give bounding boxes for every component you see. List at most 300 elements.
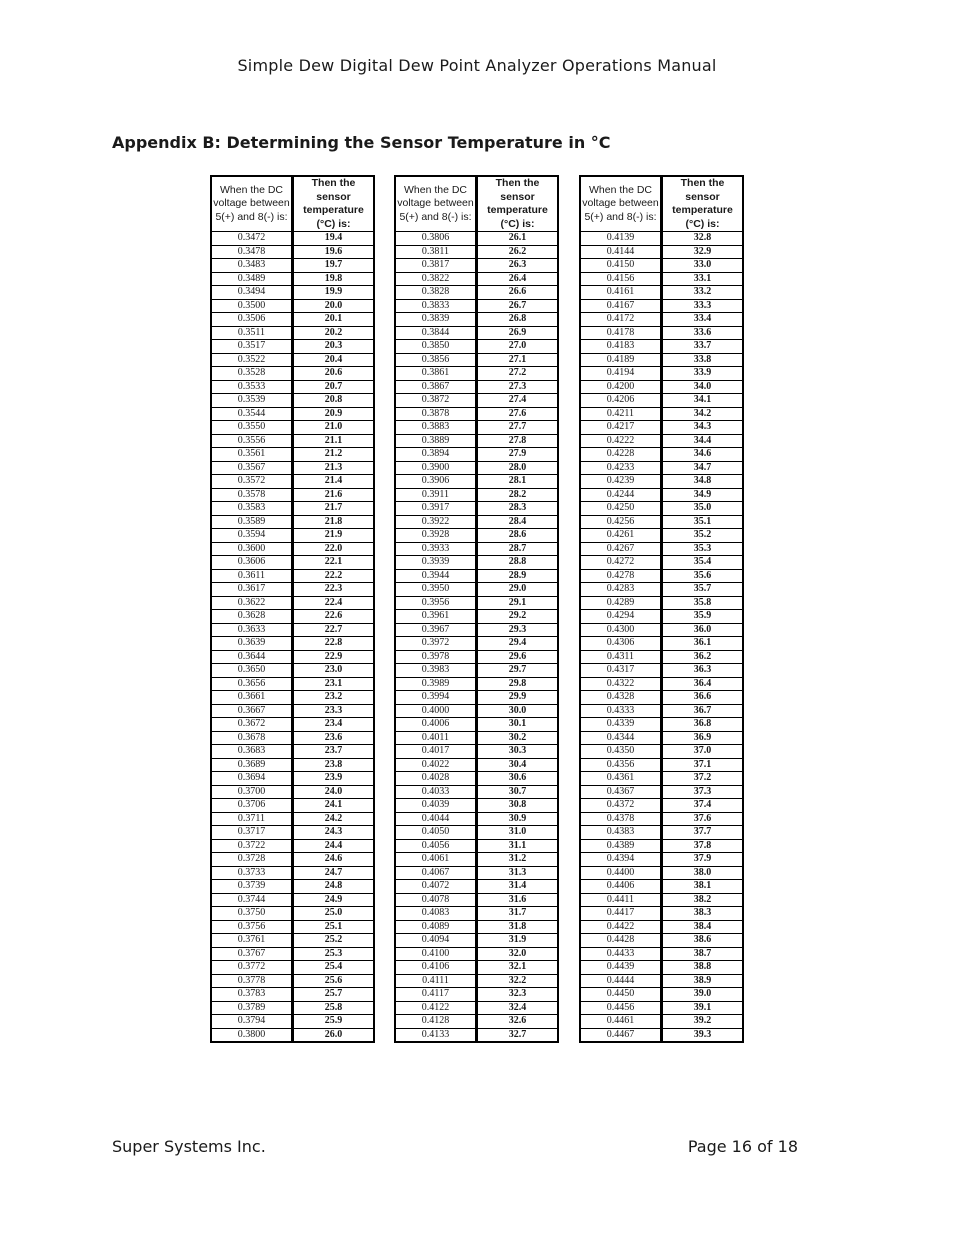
table-row <box>395 1028 558 1042</box>
voltage-cell: 0.4300 <box>580 623 662 637</box>
temperature-cell: 30.7 <box>477 785 559 799</box>
temperature-cell: 33.8 <box>662 353 744 367</box>
table-row <box>580 893 743 907</box>
temperature-cell: 30.3 <box>477 745 559 759</box>
voltage-cell: 0.3506 <box>211 313 293 327</box>
temperature-cell: 37.8 <box>662 839 744 853</box>
table-row <box>211 326 374 340</box>
temperature-cell: 36.6 <box>662 691 744 705</box>
voltage-cell: 0.4000 <box>395 704 477 718</box>
table-row <box>395 691 558 705</box>
voltage-cell: 0.3817 <box>395 259 477 273</box>
temperature-cell: 26.1 <box>477 232 559 246</box>
temperature-cell: 26.7 <box>477 299 559 313</box>
voltage-cell: 0.4206 <box>580 394 662 408</box>
temperature-cell: 28.7 <box>477 542 559 556</box>
table-row <box>395 1001 558 1015</box>
table-row <box>395 799 558 813</box>
temperature-cell: 20.9 <box>293 407 375 421</box>
table-row <box>580 245 743 259</box>
temperature-cell: 25.0 <box>293 907 375 921</box>
voltage-cell: 0.3789 <box>211 1001 293 1015</box>
voltage-cell: 0.3611 <box>211 569 293 583</box>
temperature-cell: 23.9 <box>293 772 375 786</box>
temperature-cell: 28.3 <box>477 502 559 516</box>
temperature-cell: 30.4 <box>477 758 559 772</box>
header-temperature: Then the sensor temperature (°C) is: <box>293 176 375 232</box>
voltage-cell: 0.4094 <box>395 934 477 948</box>
voltage-cell: 0.3972 <box>395 637 477 651</box>
table-row <box>211 502 374 516</box>
temperature-cell: 36.0 <box>662 623 744 637</box>
table-row <box>211 286 374 300</box>
temperature-cell: 21.6 <box>293 488 375 502</box>
temperature-cell: 34.7 <box>662 461 744 475</box>
voltage-cell: 0.3922 <box>395 515 477 529</box>
voltage-cell: 0.4350 <box>580 745 662 759</box>
temperature-cell: 31.0 <box>477 826 559 840</box>
temperature-cell: 31.9 <box>477 934 559 948</box>
voltage-cell: 0.4150 <box>580 259 662 273</box>
temperature-cell: 38.3 <box>662 907 744 921</box>
table-row <box>211 758 374 772</box>
table-row <box>580 340 743 354</box>
voltage-cell: 0.3767 <box>211 947 293 961</box>
temperature-cell: 26.3 <box>477 259 559 273</box>
temperature-cell: 21.1 <box>293 434 375 448</box>
voltage-cell: 0.4394 <box>580 853 662 867</box>
voltage-cell: 0.4272 <box>580 556 662 570</box>
voltage-cell: 0.3967 <box>395 623 477 637</box>
voltage-cell: 0.3644 <box>211 650 293 664</box>
temperature-cell: 39.1 <box>662 1001 744 1015</box>
table-row <box>580 502 743 516</box>
temperature-cell: 38.6 <box>662 934 744 948</box>
temperature-cell: 28.6 <box>477 529 559 543</box>
table-row <box>211 704 374 718</box>
table-row <box>211 974 374 988</box>
header-temperature: Then the sensor temperature (°C) is: <box>662 176 744 232</box>
voltage-cell: 0.3756 <box>211 920 293 934</box>
voltage-cell: 0.4022 <box>395 758 477 772</box>
table-row <box>395 704 558 718</box>
voltage-cell: 0.4294 <box>580 610 662 624</box>
table-row <box>580 961 743 975</box>
voltage-cell: 0.3517 <box>211 340 293 354</box>
voltage-cell: 0.4428 <box>580 934 662 948</box>
voltage-cell: 0.4317 <box>580 664 662 678</box>
voltage-cell: 0.4306 <box>580 637 662 651</box>
voltage-cell: 0.3933 <box>395 542 477 556</box>
temperature-cell: 27.0 <box>477 340 559 354</box>
temperature-cell: 26.4 <box>477 272 559 286</box>
voltage-cell: 0.4056 <box>395 839 477 853</box>
temperature-cell: 37.0 <box>662 745 744 759</box>
voltage-cell: 0.3772 <box>211 961 293 975</box>
table-row <box>580 1015 743 1029</box>
voltage-cell: 0.3950 <box>395 583 477 597</box>
table-row <box>211 866 374 880</box>
table-row <box>211 826 374 840</box>
temperature-cell: 38.1 <box>662 880 744 894</box>
table-row <box>211 407 374 421</box>
table-row <box>580 542 743 556</box>
voltage-cell: 0.4217 <box>580 421 662 435</box>
temperature-cell: 26.9 <box>477 326 559 340</box>
temperature-cell: 39.2 <box>662 1015 744 1029</box>
voltage-cell: 0.4372 <box>580 799 662 813</box>
temperature-cell: 35.2 <box>662 529 744 543</box>
temperature-cell: 37.2 <box>662 772 744 786</box>
temperature-cell: 30.8 <box>477 799 559 813</box>
temperature-cell: 30.1 <box>477 718 559 732</box>
table-row <box>395 421 558 435</box>
table-row <box>211 1028 374 1042</box>
header-voltage: When the DC voltage between 5(+) and 8(-) is: <box>211 176 293 232</box>
temperature-cell: 35.9 <box>662 610 744 624</box>
temperature-cell: 21.3 <box>293 461 375 475</box>
table-row <box>395 529 558 543</box>
temperature-cell: 19.9 <box>293 286 375 300</box>
table-row <box>580 1028 743 1042</box>
table-row <box>395 326 558 340</box>
table-row <box>395 394 558 408</box>
voltage-cell: 0.3778 <box>211 974 293 988</box>
table-row <box>395 880 558 894</box>
voltage-cell: 0.3811 <box>395 245 477 259</box>
temperature-cell: 20.2 <box>293 326 375 340</box>
voltage-cell: 0.4456 <box>580 1001 662 1015</box>
voltage-cell: 0.3867 <box>395 380 477 394</box>
voltage-cell: 0.3794 <box>211 1015 293 1029</box>
table-row <box>580 448 743 462</box>
voltage-cell: 0.4239 <box>580 475 662 489</box>
table-row <box>211 340 374 354</box>
voltage-cell: 0.4133 <box>395 1028 477 1042</box>
temperature-cell: 26.2 <box>477 245 559 259</box>
temperature-cell: 20.7 <box>293 380 375 394</box>
voltage-cell: 0.3572 <box>211 475 293 489</box>
temperature-cell: 24.3 <box>293 826 375 840</box>
table-row <box>211 799 374 813</box>
table-row <box>211 772 374 786</box>
temperature-cell: 39.3 <box>662 1028 744 1042</box>
voltage-cell: 0.3900 <box>395 461 477 475</box>
table-row <box>211 448 374 462</box>
voltage-cell: 0.3844 <box>395 326 477 340</box>
table-row <box>580 839 743 853</box>
voltage-cell: 0.3744 <box>211 893 293 907</box>
temperature-cell: 28.9 <box>477 569 559 583</box>
table-row <box>580 488 743 502</box>
temperature-cell: 21.4 <box>293 475 375 489</box>
table-row <box>580 556 743 570</box>
temperature-cell: 37.9 <box>662 853 744 867</box>
temperature-cell: 35.4 <box>662 556 744 570</box>
temperature-cell: 38.0 <box>662 866 744 880</box>
table-row <box>580 583 743 597</box>
voltage-cell: 0.3917 <box>395 502 477 516</box>
temperature-cell: 39.0 <box>662 988 744 1002</box>
lookup-table-3 <box>579 175 744 1043</box>
table-row <box>211 623 374 637</box>
table-row <box>395 772 558 786</box>
temperature-cell: 27.4 <box>477 394 559 408</box>
voltage-cell: 0.4233 <box>580 461 662 475</box>
temperature-cell: 19.8 <box>293 272 375 286</box>
table-row <box>211 988 374 1002</box>
table-row <box>395 758 558 772</box>
voltage-cell: 0.3750 <box>211 907 293 921</box>
footer-company: Super Systems Inc. <box>112 1137 266 1156</box>
voltage-cell: 0.3911 <box>395 488 477 502</box>
voltage-cell: 0.3956 <box>395 596 477 610</box>
temperature-cell: 34.2 <box>662 407 744 421</box>
table-row <box>580 637 743 651</box>
temperature-cell: 21.8 <box>293 515 375 529</box>
voltage-cell: 0.4039 <box>395 799 477 813</box>
table-row <box>580 623 743 637</box>
table-row <box>211 785 374 799</box>
voltage-cell: 0.4156 <box>580 272 662 286</box>
table-row <box>211 839 374 853</box>
temperature-cell: 29.2 <box>477 610 559 624</box>
temperature-cell: 36.1 <box>662 637 744 651</box>
table-row <box>211 515 374 529</box>
table-row <box>580 515 743 529</box>
table-row <box>580 691 743 705</box>
voltage-cell: 0.3606 <box>211 556 293 570</box>
temperature-cell: 36.3 <box>662 664 744 678</box>
temperature-cell: 31.7 <box>477 907 559 921</box>
temperature-cell: 32.2 <box>477 974 559 988</box>
temperature-cell: 33.2 <box>662 286 744 300</box>
table-row <box>211 1015 374 1029</box>
temperature-cell: 30.0 <box>477 704 559 718</box>
voltage-cell: 0.4067 <box>395 866 477 880</box>
voltage-cell: 0.4161 <box>580 286 662 300</box>
voltage-cell: 0.3994 <box>395 691 477 705</box>
temperature-cell: 31.8 <box>477 920 559 934</box>
table-row <box>395 272 558 286</box>
voltage-cell: 0.4450 <box>580 988 662 1002</box>
temperature-cell: 34.8 <box>662 475 744 489</box>
table-row <box>211 475 374 489</box>
temperature-cell: 33.6 <box>662 326 744 340</box>
temperature-cell: 22.9 <box>293 650 375 664</box>
temperature-cell: 33.4 <box>662 313 744 327</box>
voltage-cell: 0.3639 <box>211 637 293 651</box>
table-row <box>211 907 374 921</box>
table-row <box>211 380 374 394</box>
temperature-cell: 26.8 <box>477 313 559 327</box>
temperature-cell: 31.1 <box>477 839 559 853</box>
temperature-cell: 20.4 <box>293 353 375 367</box>
table-row <box>395 353 558 367</box>
table-row <box>580 745 743 759</box>
temperature-cell: 22.3 <box>293 583 375 597</box>
voltage-cell: 0.3828 <box>395 286 477 300</box>
table-row <box>395 380 558 394</box>
table-row <box>395 556 558 570</box>
temperature-cell: 19.7 <box>293 259 375 273</box>
voltage-cell: 0.3667 <box>211 704 293 718</box>
table-row <box>395 286 558 300</box>
voltage-cell: 0.4017 <box>395 745 477 759</box>
voltage-cell: 0.4328 <box>580 691 662 705</box>
table-row <box>580 988 743 1002</box>
table-row <box>395 839 558 853</box>
voltage-cell: 0.4139 <box>580 232 662 246</box>
temperature-cell: 29.0 <box>477 583 559 597</box>
table-row <box>580 812 743 826</box>
temperature-cell: 29.3 <box>477 623 559 637</box>
table-row <box>580 313 743 327</box>
table-row <box>580 853 743 867</box>
table-row <box>580 380 743 394</box>
temperature-cell: 25.6 <box>293 974 375 988</box>
table-row <box>395 961 558 975</box>
table-row <box>395 745 558 759</box>
voltage-cell: 0.3678 <box>211 731 293 745</box>
table-row <box>395 650 558 664</box>
table-row <box>395 785 558 799</box>
temperature-cell: 19.4 <box>293 232 375 246</box>
table-row <box>580 826 743 840</box>
voltage-cell: 0.4033 <box>395 785 477 799</box>
voltage-cell: 0.3583 <box>211 502 293 516</box>
table-row <box>395 299 558 313</box>
table-row <box>211 745 374 759</box>
temperature-cell: 32.8 <box>662 232 744 246</box>
voltage-cell: 0.4078 <box>395 893 477 907</box>
table-row <box>580 434 743 448</box>
table-row <box>395 664 558 678</box>
table-row <box>395 515 558 529</box>
table-row <box>580 718 743 732</box>
temperature-cell: 27.3 <box>477 380 559 394</box>
temperature-cell: 28.8 <box>477 556 559 570</box>
table-row <box>211 664 374 678</box>
voltage-cell: 0.4467 <box>580 1028 662 1042</box>
table-row <box>211 961 374 975</box>
voltage-cell: 0.3528 <box>211 367 293 381</box>
temperature-cell: 23.7 <box>293 745 375 759</box>
voltage-cell: 0.4361 <box>580 772 662 786</box>
table-row <box>211 596 374 610</box>
voltage-cell: 0.3961 <box>395 610 477 624</box>
table-row <box>580 731 743 745</box>
temperature-cell: 20.0 <box>293 299 375 313</box>
table-row <box>395 731 558 745</box>
voltage-cell: 0.3550 <box>211 421 293 435</box>
temperature-cell: 32.0 <box>477 947 559 961</box>
table-row <box>580 232 743 246</box>
table-row <box>580 947 743 961</box>
temperature-cell: 35.6 <box>662 569 744 583</box>
table-row <box>395 920 558 934</box>
table-row <box>580 758 743 772</box>
temperature-cell: 24.7 <box>293 866 375 880</box>
temperature-cell: 19.6 <box>293 245 375 259</box>
voltage-cell: 0.4183 <box>580 340 662 354</box>
temperature-cell: 37.4 <box>662 799 744 813</box>
voltage-cell: 0.4244 <box>580 488 662 502</box>
table-row <box>580 920 743 934</box>
voltage-cell: 0.4433 <box>580 947 662 961</box>
temperature-cell: 23.4 <box>293 718 375 732</box>
temperature-cell: 23.1 <box>293 677 375 691</box>
voltage-cell: 0.4367 <box>580 785 662 799</box>
table-row <box>395 583 558 597</box>
table-row <box>580 677 743 691</box>
table-row <box>580 610 743 624</box>
voltage-cell: 0.3717 <box>211 826 293 840</box>
voltage-cell: 0.4144 <box>580 245 662 259</box>
table-row <box>211 313 374 327</box>
temperature-cell: 23.2 <box>293 691 375 705</box>
temperature-cell: 35.7 <box>662 583 744 597</box>
voltage-cell: 0.3561 <box>211 448 293 462</box>
voltage-cell: 0.3983 <box>395 664 477 678</box>
temperature-cell: 22.0 <box>293 542 375 556</box>
table-row <box>395 502 558 516</box>
table-row <box>395 677 558 691</box>
temperature-cell: 35.0 <box>662 502 744 516</box>
table-row <box>395 313 558 327</box>
voltage-cell: 0.3833 <box>395 299 477 313</box>
temperature-cell: 32.4 <box>477 1001 559 1015</box>
voltage-cell: 0.4461 <box>580 1015 662 1029</box>
temperature-cell: 27.2 <box>477 367 559 381</box>
table-row <box>580 367 743 381</box>
table-row <box>580 421 743 435</box>
temperature-cell: 36.4 <box>662 677 744 691</box>
temperature-cell: 35.1 <box>662 515 744 529</box>
temperature-cell: 22.6 <box>293 610 375 624</box>
voltage-cell: 0.4267 <box>580 542 662 556</box>
table-row <box>580 529 743 543</box>
table-row <box>211 637 374 651</box>
temperature-cell: 33.3 <box>662 299 744 313</box>
table-row <box>580 934 743 948</box>
temperature-cell: 36.9 <box>662 731 744 745</box>
voltage-cell: 0.4389 <box>580 839 662 853</box>
voltage-cell: 0.3706 <box>211 799 293 813</box>
voltage-cell: 0.4344 <box>580 731 662 745</box>
voltage-cell: 0.3944 <box>395 569 477 583</box>
table-row <box>211 353 374 367</box>
temperature-cell: 30.2 <box>477 731 559 745</box>
voltage-cell: 0.3578 <box>211 488 293 502</box>
temperature-cell: 37.6 <box>662 812 744 826</box>
table-row <box>211 853 374 867</box>
temperature-cell: 33.9 <box>662 367 744 381</box>
table-row <box>395 340 558 354</box>
voltage-cell: 0.3622 <box>211 596 293 610</box>
table-row <box>211 610 374 624</box>
temperature-cell: 23.0 <box>293 664 375 678</box>
table-row <box>211 232 374 246</box>
temperature-cell: 23.8 <box>293 758 375 772</box>
voltage-cell: 0.4172 <box>580 313 662 327</box>
table-row <box>580 353 743 367</box>
header-temperature: Then the sensor temperature (°C) is: <box>477 176 559 232</box>
voltage-cell: 0.3856 <box>395 353 477 367</box>
temperature-cell: 34.9 <box>662 488 744 502</box>
voltage-cell: 0.3894 <box>395 448 477 462</box>
voltage-cell: 0.3878 <box>395 407 477 421</box>
